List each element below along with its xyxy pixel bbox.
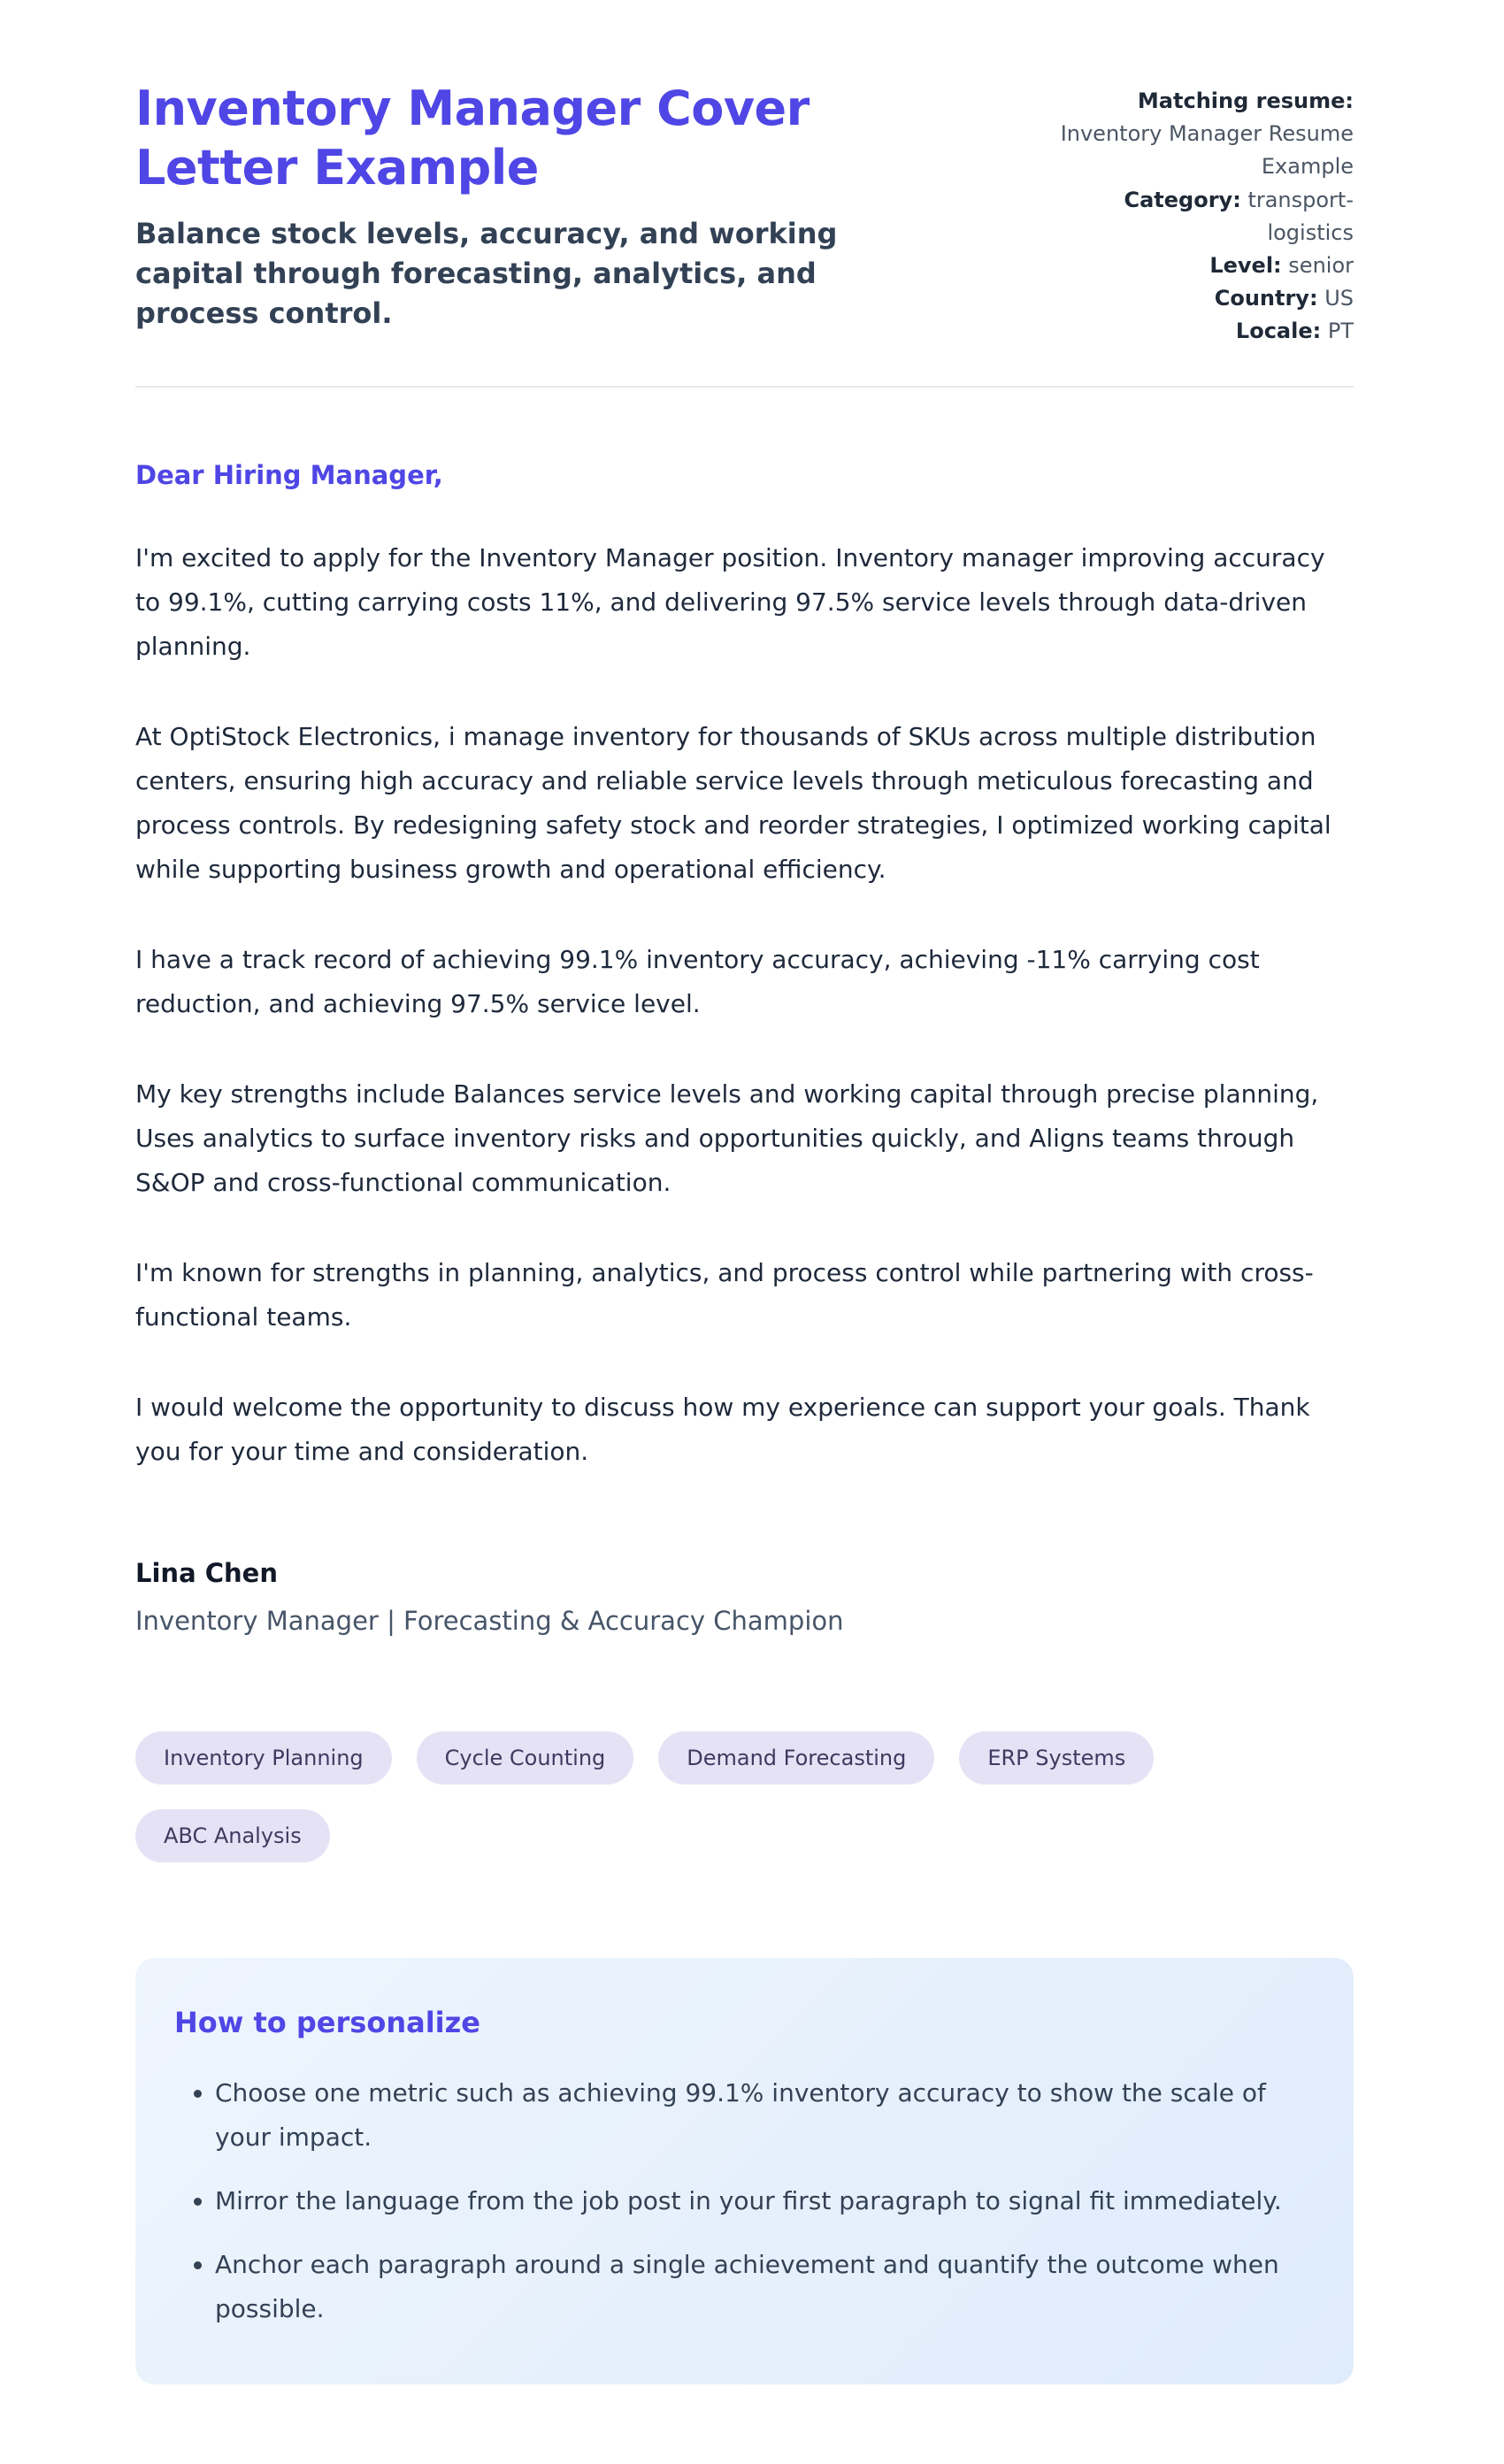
page-title: Inventory Manager Cover Letter Example <box>135 81 810 196</box>
letter-body <box>135 460 1354 1636</box>
meta-panel <box>1044 80 1354 349</box>
signature-title: Inventory Manager | Forecasting & Accuracy Champion <box>135 1605 844 1636</box>
meta-label: Category: <box>1124 187 1241 212</box>
personalize-tips-box <box>135 1958 1354 2384</box>
tips-list <box>174 2071 1309 2331</box>
meta-value: transport-logistics <box>1247 187 1354 245</box>
letter-paragraph: I would welcome the opportunity to discuss how my experience can support your goals. Thank you for your time and consideration. <box>135 1392 1310 1466</box>
salutation: Dear Hiring Manager, <box>135 459 443 490</box>
signature-name: Lina Chen <box>135 1557 278 1588</box>
meta-value: PT <box>1327 319 1354 344</box>
meta-value: US <box>1324 286 1354 311</box>
meta-row-country <box>1044 282 1354 315</box>
tag-chip-demand-forecasting[interactable]: Demand Forecasting <box>658 1731 934 1785</box>
page-subtitle: Balance stock levels, accuracy, and working capital through forecasting, analytics, and process control. <box>135 216 838 330</box>
tag-chip-inventory-planning[interactable]: Inventory Planning <box>135 1731 392 1785</box>
letter-paragraph: I'm known for strengths in planning, analytics, and process control while partnering with cross-functional teams. <box>135 1257 1314 1332</box>
header-divider <box>135 386 1354 388</box>
meta-label: Locale: <box>1235 319 1322 344</box>
letter-paragraph: My key strengths include Balances service levels and working capital through precise planning, Uses analytics to surface inventory risks and opportunities quickly, and Aligns teams through S&OP and cross-functional communication. <box>135 1078 1319 1197</box>
meta-row-locale <box>1044 315 1354 348</box>
tag-chip-cycle-counting[interactable]: Cycle Counting <box>417 1731 634 1785</box>
meta-label: Level: <box>1209 252 1282 278</box>
header <box>135 80 1354 349</box>
tip-item: • Choose one metric such as achieving 99.1% inventory accuracy to show the scale of your impact. <box>215 2071 1309 2160</box>
header-left <box>135 80 949 333</box>
letter-paragraph: I have a track record of achieving 99.1% inventory accuracy, achieving -11% carrying cost reduction, and achieving 97.5% service level. <box>135 944 1260 1018</box>
tip-item: • Anchor each paragraph around a single achievement and quantify the outcome when possible. <box>215 2243 1309 2331</box>
meta-value: senior <box>1288 252 1354 278</box>
meta-label: Matching resume: <box>1137 88 1354 113</box>
meta-value: Inventory Manager Resume Example <box>1060 121 1354 180</box>
meta-row-level <box>1044 249 1354 282</box>
tip-item: • Mirror the language from the job post in your first paragraph to signal fit immediately. <box>215 2179 1309 2223</box>
tag-chip-abc-analysis[interactable]: ABC Analysis <box>135 1809 330 1862</box>
tips-heading: How to personalize <box>174 2005 480 2039</box>
tag-list <box>135 1731 1354 1862</box>
meta-label: Country: <box>1214 286 1318 311</box>
letter-paragraph: I'm excited to apply for the Inventory Manager position. Inventory manager improving accuracy to 99.1%, cutting carrying costs 11%, and delivering 97.5% service levels through data-driven planning. <box>135 542 1325 661</box>
tag-chip-erp-systems[interactable]: ERP Systems <box>959 1731 1154 1785</box>
letter-paragraph: At OptiStock Electronics, i manage inventory for thousands of SKUs across multiple distribution centers, ensuring high accuracy and reliable service levels through meticulous forecasting and process controls. By redesigning safety stock and reorder strategies, I optimized working capital while supporting business growth and operational efficiency. <box>135 721 1331 884</box>
meta-row-matching-resume <box>1044 85 1354 184</box>
meta-row-category <box>1044 184 1354 249</box>
